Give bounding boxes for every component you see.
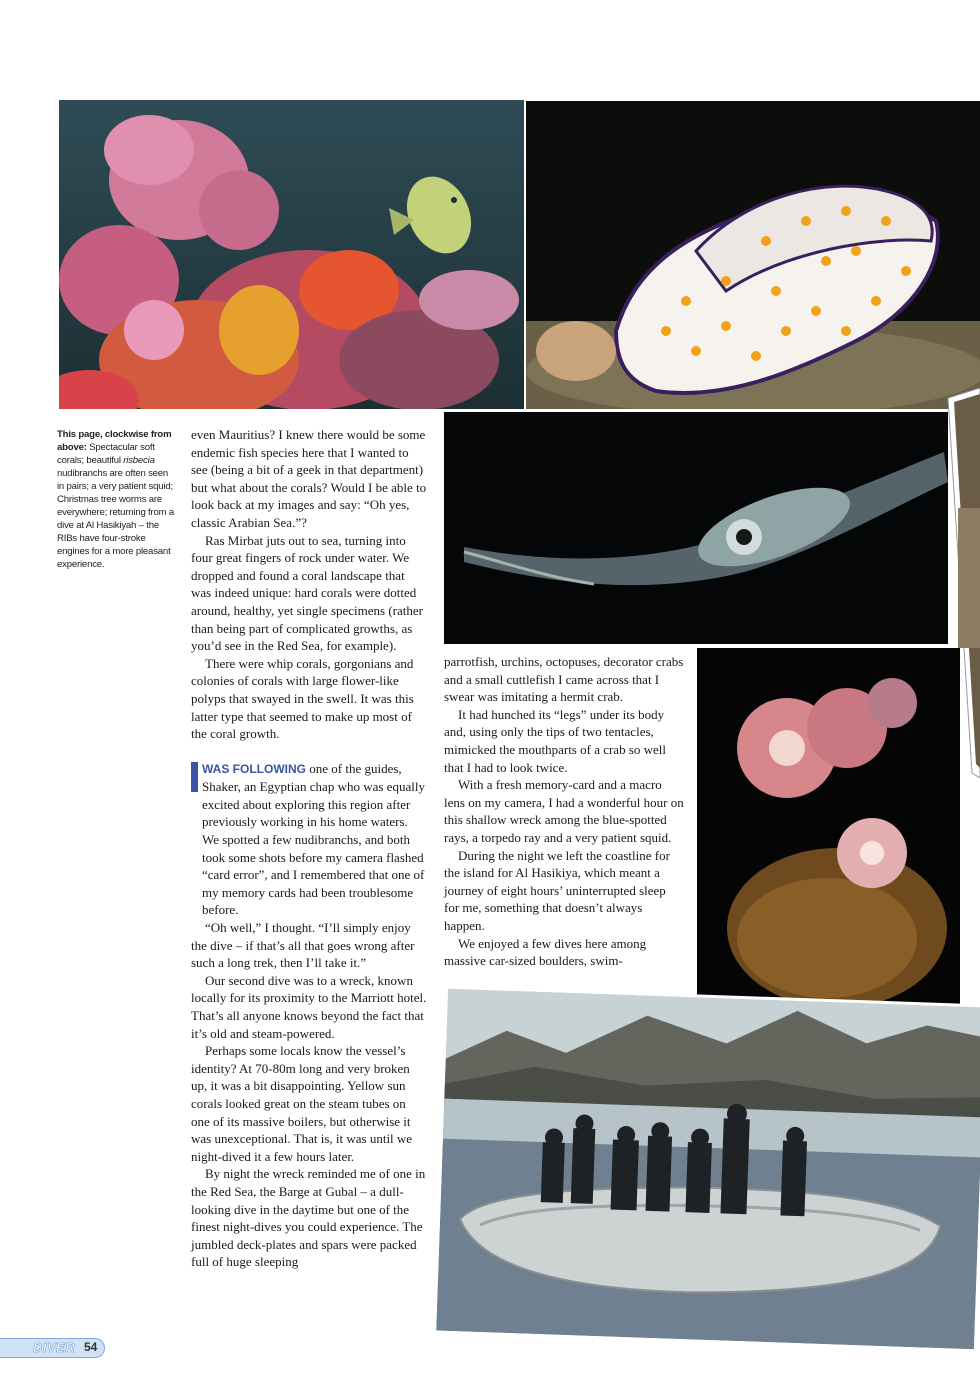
paragraph-text: one of the guides, Shaker, an Egyptian chap who was equally excited about exploring this region after previously working in his home waters. We spotted a few nudibranchs, and both took some shots before my camera flashed “card error”, and I remembered that one of my memory cards had been troublesome before. — [202, 760, 425, 918]
magazine-brand: DIVER — [33, 1340, 76, 1355]
photo-christmas-tree-worms — [697, 648, 960, 1009]
photo-soft-corals — [59, 100, 524, 409]
article-column-2 — [444, 653, 684, 970]
page-folio — [0, 1338, 108, 1358]
paragraph: We enjoyed a few dives here among massive car-sized boulders, swim- — [444, 935, 647, 969]
paragraph: parrotfish, urchins, octopuses, decorator crabs and a small cuttlefish I came across that I swear was imitating a hermit crab. — [444, 654, 684, 705]
photo-squid — [444, 412, 948, 644]
section-start — [191, 760, 427, 919]
section-lead-in: WAS FOLLOWING — [202, 761, 306, 776]
paragraph: “Oh well,” I thought. “I’ll simply enjoy the dive – if that’s all that goes wrong after such a long trek, then I’ll take it.” — [191, 920, 415, 971]
photo-caption — [57, 428, 175, 571]
caption-text-1: Spectacular soft corals; beautiful — [57, 442, 155, 466]
photo-rib-boat — [436, 989, 980, 1350]
paragraph: even Mauritius? I knew there would be some endemic fish species here that I wanted to see (being a bit of a geek in that department) but what about the corals? Would I be able to look back at my images and say: “Oh yes, classic Arabian Sea.”? — [191, 427, 427, 530]
paragraph: It had hunched its “legs” under its body and, using only the tips of two tentacles, mimicked the mouthparts of a crab so well that I had to look twice. — [444, 706, 667, 775]
section-gap — [191, 743, 427, 760]
paragraph: Perhaps some locals know the vessel’s identity? At 70-80m long and very broken up, it was a bit disappointing. Yellow sun corals looked great on the steam tubes on one of its massive boilers, but otherwise it was unexceptional. That is, it was until we night-dived it a few hours later. — [191, 1043, 413, 1164]
caption-lead: This page, clockwise from above: — [57, 429, 172, 453]
page-number: 54 — [84, 1340, 98, 1354]
caption-text-2: nudibranchs are often seen in pairs; a very patient squid; Christmas tree worms are everywhere; returning from a dive at Al Hasikiyah – the RIBs have four-stroke engines for a more pleasant experience. — [57, 468, 175, 570]
paragraph: Our second dive was to a wreck, known locally for its proximity to the Marriott hotel. That’s all anyone knows beyond the fact that it’s old and steam-powered. — [191, 972, 427, 1041]
photo-nudibranchs — [526, 101, 980, 409]
paragraph: With a fresh memory-card and a macro lens on my camera, I had a wonderful hour on this shallow wreck among the blue-spotted rays, a torpedo ray and a very patient squid. — [444, 777, 684, 845]
paragraph — [191, 760, 427, 919]
paragraph: There were whip corals, gorgonians and colonies of corals with large flower-like polyps that swayed in the swell. It was this latter type that seemed to make up most of the coral growth. — [191, 655, 414, 742]
caption-italic: risbecia — [123, 455, 155, 466]
paragraph: During the night we left the coastline for the island for Al Hasikiya, which meant a journey of eight hours’ uninterrupted sleep for me, something that doesn’t always happen. — [444, 847, 670, 933]
paragraph: Ras Mirbat juts out to sea, turning into four great fingers of rock under water. We dropped and found a coral landscape that was indeed unique: hard corals were dotted around, healthy, yet single specimens (rather than being part of complicated growths, as you’d see in the Red Sea, for example). — [191, 532, 423, 654]
paragraph: By night the wreck reminded me of one in the Red Sea, the Barge at Gubal – a dull-looking dive in the daytime but one of the finest night-dives you could experience. The jumbled deck-plates and spars were packed full of huge sleeping — [191, 1166, 426, 1270]
drop-cap-bar — [191, 762, 198, 792]
article-column-1 — [191, 426, 427, 1271]
